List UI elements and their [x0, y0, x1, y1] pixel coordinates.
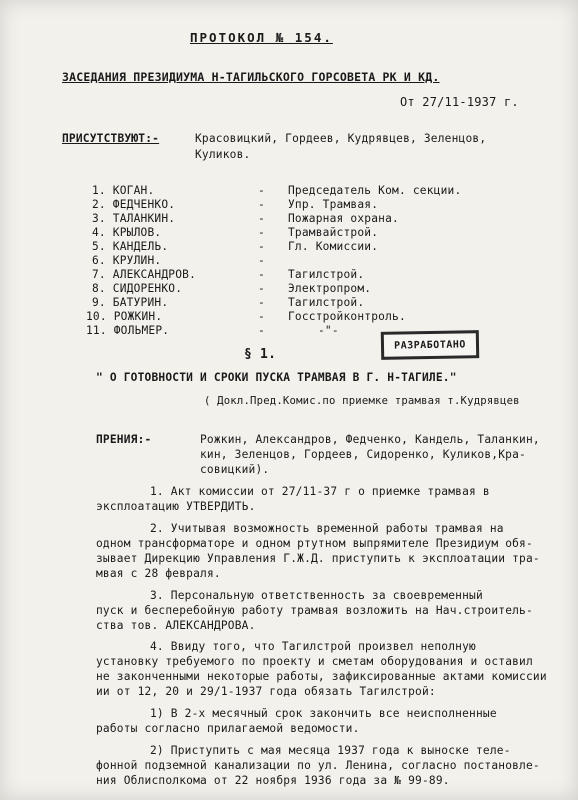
- debate-line-1: Рожкин, Александров, Федченко, Кандель, Таланкин,: [200, 433, 540, 446]
- subpoint-1-line-2: работы согласно прилагаемой ведомости.: [96, 722, 360, 735]
- invited-role: Упр. Трамвая.: [288, 198, 379, 211]
- section-report: ( Докл.Пред.Комис.по приемке трамвая т.Кудрявцев: [204, 395, 520, 407]
- invited-name: 10. РОЖКИН.: [86, 310, 163, 323]
- protocol-date: От 27/11-1937 г.: [400, 95, 519, 109]
- decision-4-line-4: ии от 12, 20 и 29/1-1937 года обязать Тагилстрой:: [96, 685, 436, 698]
- invited-role: -"-: [318, 324, 339, 337]
- invited-role: Тагилстрой.: [288, 268, 365, 281]
- decision-3-line-2: пуск и бесперебойную работу трамвая возложить на Нач.строитель-: [96, 604, 533, 617]
- attendance-label: ПРИСУТСТВУЮТ:-: [62, 132, 160, 145]
- decision-4-line-1: 4. Ввиду того, что Тагилстрой произвел неполную: [150, 640, 476, 653]
- decision-2-line-2: одном трансформаторе и одном ртутном выпрямителе Президиум обя-: [96, 537, 533, 550]
- invited-name: 1. КОГАН.: [92, 184, 155, 197]
- decision-1-line-2: эксплоатацию УТВЕРДИТЬ.: [96, 500, 256, 513]
- attendance-line-2: Куликов.: [195, 148, 251, 161]
- invited-dash: -: [258, 226, 265, 239]
- decision-4-line-2: установку требуемого по проекту и сметам оборудования и оставил: [96, 655, 533, 668]
- invited-dash: -: [258, 268, 265, 281]
- invited-dash: -: [258, 282, 265, 295]
- invited-name: 6. КРУЛИН.: [92, 254, 162, 267]
- subpoint-1-line-1: 1) В 2-х месячный срок закончить все неисполненные: [150, 707, 497, 720]
- invited-role: Госстройконтроль.: [288, 310, 406, 323]
- section-number: § 1.: [244, 347, 277, 362]
- invited-role: Председатель Ком. секции.: [288, 184, 462, 197]
- invited-dash: -: [258, 240, 265, 253]
- invited-name: 11. ФОЛЬМЕР.: [86, 324, 170, 337]
- invited-dash: -: [258, 184, 265, 197]
- debate-label: ПРЕНИЯ:-: [96, 433, 152, 446]
- invited-dash: -: [258, 254, 265, 267]
- decision-3-line-3: ства тов. АЛЕКСАНДРОВА.: [96, 619, 256, 632]
- invited-role: Пожарная охрана.: [288, 212, 399, 225]
- debate-line-2: кин, Зеленцов, Гордеев, Сидоренко, Куликов,Кра-: [200, 448, 526, 461]
- invited-name: 3. ТАЛАНКИН.: [92, 212, 176, 225]
- section-heading: " О ГОТОВНОСТИ И СРОКИ ПУСКА ТРАМВАЯ В Г. Н-ТАГИЛЕ.": [96, 371, 457, 384]
- decision-1-line-1: 1. Акт комиссии от 27/11-37 г о приемке трамвая в: [150, 485, 490, 498]
- subpoint-2-line-2: фонной подземной канализации по ул. Ленина, согласно постановле-: [96, 759, 540, 772]
- invited-dash: -: [258, 198, 265, 211]
- decision-4-line-3: не законченными некоторые работы, зафиксированные актами комиссии: [96, 670, 547, 683]
- decision-2-line-3: зывает Дирекцию Управления Г.Ж.Д. приступить к эксплоатации тра-: [96, 552, 540, 565]
- invited-dash: -: [258, 212, 265, 225]
- invited-name: 9. БАТУРИН.: [92, 296, 169, 309]
- invited-name: 8. СИДОРЕНКО.: [92, 282, 183, 295]
- developed-stamp: РАЗРАБОТАНО: [381, 330, 479, 360]
- attendance-line-1: Красовицкий, Гордеев, Кудрявцев, Зеленцов,: [195, 132, 487, 145]
- debate-line-3: совицкий).: [200, 463, 270, 476]
- decision-2-line-1: 2. Учитывая возможность временной работы трамвая на: [150, 522, 504, 535]
- invited-role: Тагилстрой.: [288, 296, 365, 309]
- protocol-subtitle: ЗАСЕДАНИЯ ПРЕЗИДИУМА Н-ТАГИЛЬСКОГО ГОРСОВЕТА РК И КД.: [62, 70, 440, 84]
- invited-name: 7. АЛЕКСАНДРОВ.: [92, 268, 197, 281]
- decision-3-line-1: 3. Персональную ответственность за своевременный: [150, 589, 483, 602]
- subpoint-2-line-3: ния Облисполкома от 22 ноября 1936 года за № 99-89.: [96, 774, 450, 787]
- invited-name: 5. КАНДЕЛЬ.: [92, 240, 169, 253]
- protocol-title: ПРОТОКОЛ № 154.: [190, 30, 333, 45]
- invited-dash: -: [258, 324, 265, 337]
- invited-name: 4. КРЫЛОВ.: [92, 226, 162, 239]
- invited-role: Гл. Комиссии.: [288, 240, 379, 253]
- decision-2-line-4: мвая с 28 февраля.: [96, 567, 221, 580]
- invited-role: Трамвайстрой.: [288, 226, 379, 239]
- invited-dash: -: [258, 310, 265, 323]
- invited-name: 2. ФЕДЧЕНКО.: [92, 198, 176, 211]
- subpoint-2-line-1: 2) Приступить с мая месяца 1937 года к выноске теле-: [150, 744, 511, 757]
- invited-role: Электропром.: [288, 282, 372, 295]
- invited-dash: -: [258, 296, 265, 309]
